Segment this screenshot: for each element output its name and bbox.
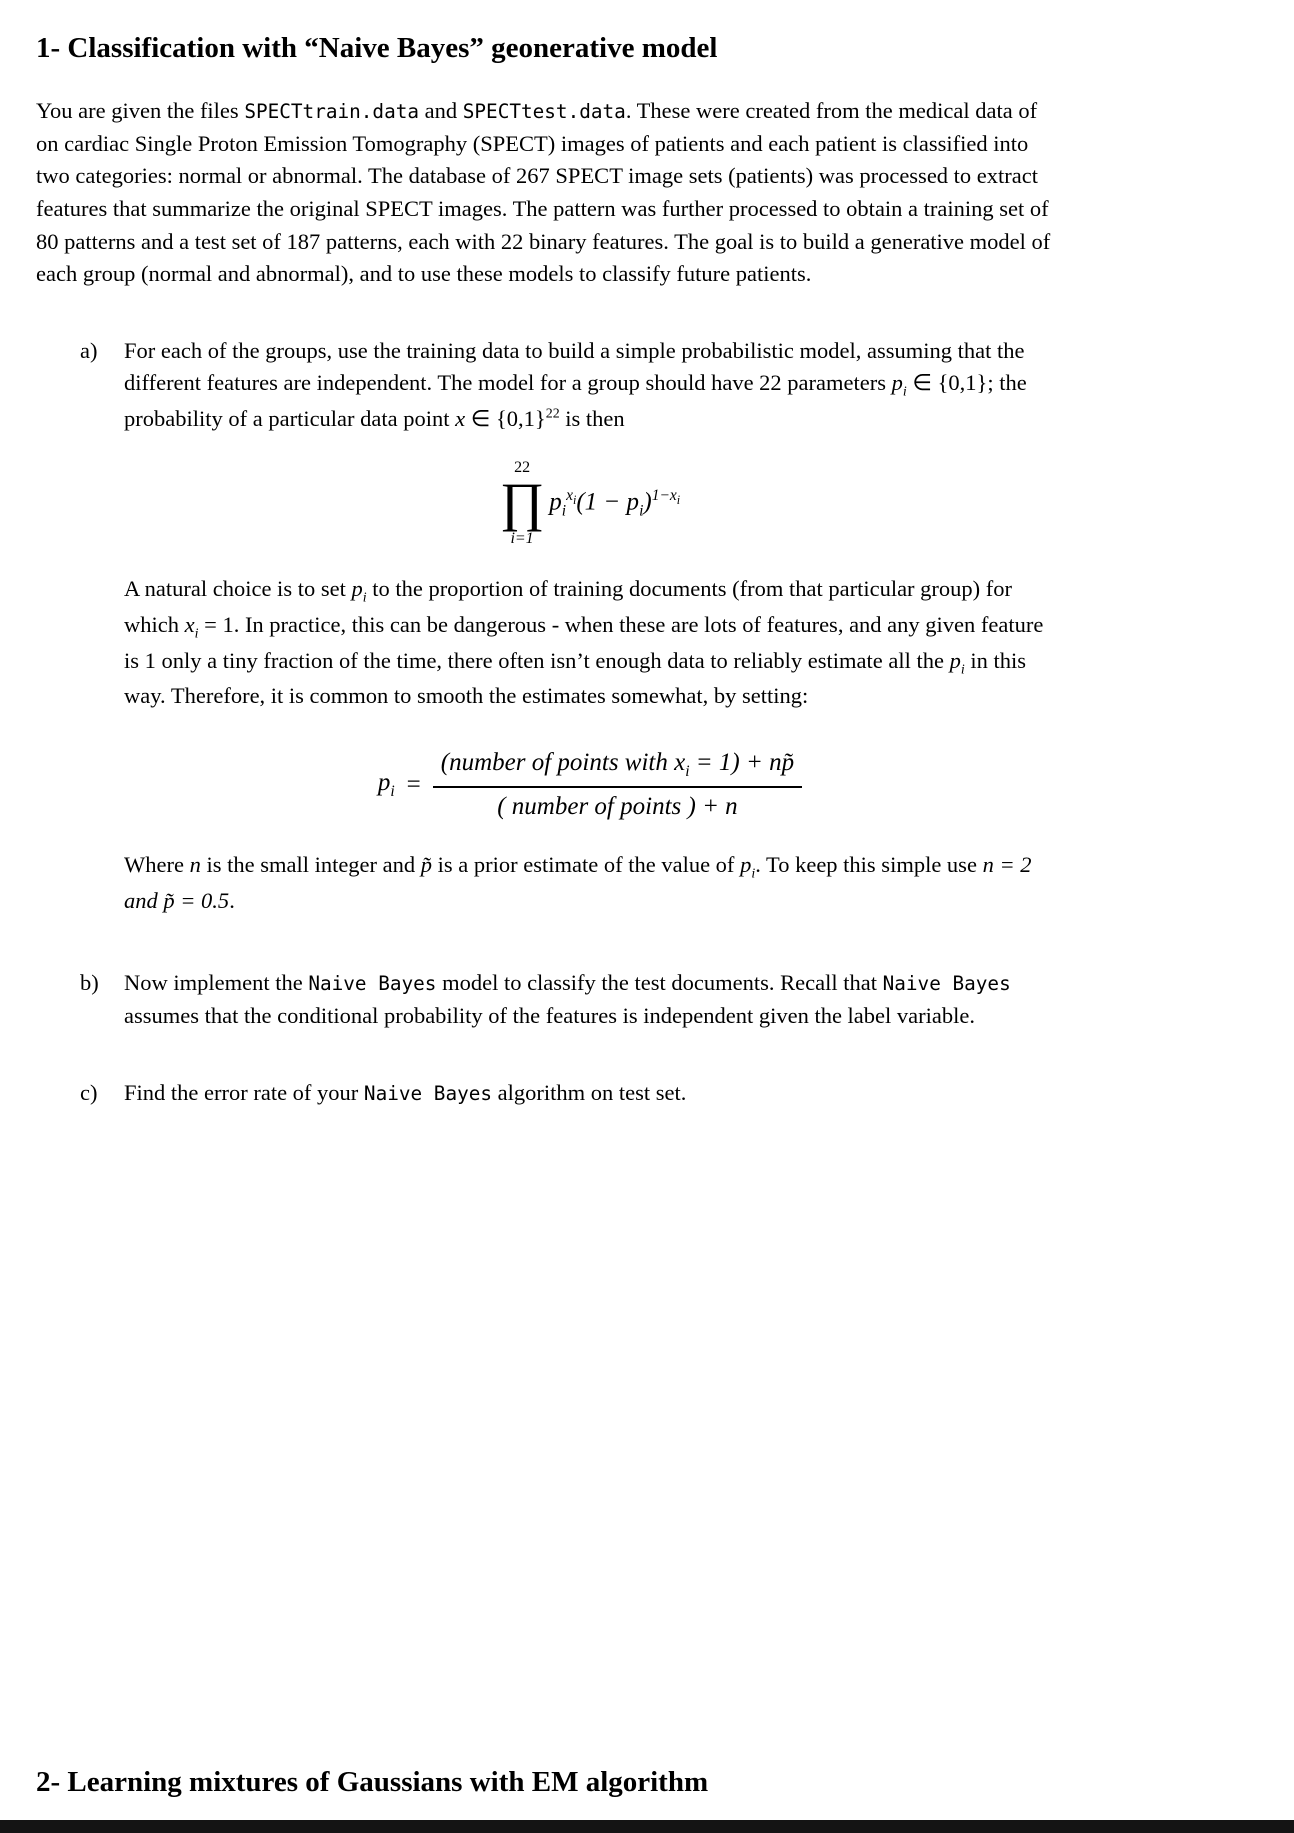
text-run: Where [124, 852, 190, 878]
smoothing-lhs [378, 769, 395, 801]
item-a-body [124, 335, 1056, 918]
math-sub-i: i [676, 492, 681, 507]
math-sub-i: i [390, 783, 395, 801]
math-sub-i: i [685, 763, 690, 781]
math-run: n = 2 and p̃ = 0.5 [124, 852, 1032, 913]
text-run: ∈ {0,1}; the probability of a particular data point [124, 370, 1027, 432]
math-var-p: p [949, 647, 961, 673]
math-var-p: p [351, 576, 363, 602]
fraction-numerator [433, 749, 802, 788]
smoothing-expression [378, 749, 802, 821]
text-run: is a prior estimate of the value of [432, 852, 741, 878]
naive-bayes-term: Naive Bayes [363, 1081, 493, 1105]
item-b-body [124, 967, 1056, 1032]
product-expression [549, 487, 680, 520]
text-run: model to classify the test documents. Recall that [436, 970, 883, 996]
math-var-n: n [189, 852, 201, 878]
product-symbol: ∏ [499, 471, 545, 532]
math-var-x: x [566, 486, 573, 504]
intro-paragraph [36, 95, 1056, 291]
formula-product [124, 460, 1056, 548]
math-var-x: x [184, 612, 195, 638]
naive-bayes-term: Naive Bayes [308, 972, 437, 996]
text-run: = 1. In practice, this can be dangerous - when these are lots of features, and any given feature is 1 only a tiny fraction of the time, there often isn’t enough data to reliably estimate all the [124, 612, 1044, 673]
math-var-p: p [377, 769, 391, 797]
math-sub-i: i [902, 384, 907, 400]
fraction [433, 749, 802, 821]
product-upper-limit: 22 [514, 458, 531, 476]
text-run: is the small integer and [200, 852, 421, 878]
math-sub-i: i [561, 502, 567, 520]
text-run: algorithm on test set. [492, 1079, 687, 1105]
item-a-paragraph-2 [124, 573, 1056, 713]
text-run: is then [559, 406, 625, 432]
math-var-p-tilde: p̃ [420, 852, 433, 878]
text-run: For each of the groups, use the training data to build a simple probabilistic model, assuming that the different features are independent. The model for a group should have 22 parameters [124, 337, 1025, 396]
math-var-x: x [674, 749, 686, 777]
math-exponent [651, 486, 681, 507]
math-sub-i: i [573, 492, 577, 507]
text-run: and [419, 98, 463, 123]
item-c-body [124, 1077, 1056, 1110]
text-run: You are given the files [36, 98, 245, 123]
text-run: . These were created from the medical data of on cardiac Single Proton Emission Tomography (SPECT) images of patients and each patient is classified into two categories: normal or abnormal. The database of 267 SPECT image sets (patients) was processed to extract features that summarize the original SPECT images. The pattern was further processed to obtain a training set of 80 patterns and a test set of 187 patterns, each with 22 binary features. The goal is to build a generative model of each group (normal and abnormal), and to use these models to classify future patients. [36, 98, 1051, 287]
math-var-p-tilde: p̃ [781, 749, 795, 777]
text-run: . [229, 887, 235, 913]
product-lower-limit: i=1 [510, 530, 534, 548]
math-run: 1−x [651, 486, 677, 504]
math-sub-i: i [751, 866, 756, 882]
text-run: Now implement the [124, 970, 309, 996]
item-c-paragraph [124, 1077, 1056, 1110]
text-run: to the proportion of training documents (from that particular group) for which [124, 576, 1013, 638]
equals-sign: = [406, 771, 421, 799]
math-run: (1 − p [576, 488, 640, 516]
math-sub-i: i [960, 662, 965, 678]
math-exponent [566, 486, 577, 507]
filename-spect-train: SPECTtrain.data [244, 100, 420, 123]
math-run: (number of points with [440, 749, 675, 777]
math-sub-i: i [639, 502, 644, 520]
item-b-label: b) [80, 970, 99, 996]
math-var-p: p [549, 488, 562, 516]
item-c-label: c) [80, 1079, 98, 1105]
math-sup-22: 22 [545, 406, 560, 422]
item-a-paragraph [124, 335, 1056, 436]
math-run: ) [643, 488, 652, 516]
item-a-paragraph-3 [124, 849, 1056, 917]
text-run: A natural choice is to set [124, 576, 352, 602]
math-var-x: x [455, 406, 466, 432]
text-run: . To keep this simple use [755, 852, 983, 878]
math-var-p: p [891, 370, 903, 396]
item-b [80, 967, 1056, 1032]
text-run: ∈ {0,1} [465, 406, 546, 432]
text-run: in this way. Therefore, it is common to smooth the estimates somewhat, by setting: [124, 647, 1026, 709]
formula-smoothing [124, 749, 1056, 821]
naive-bayes-term: Naive Bayes [882, 972, 1011, 996]
fraction-denominator: ( number of points ) + n [497, 793, 738, 821]
page-bottom-edge [0, 1820, 1294, 1833]
filename-spect-test: SPECTtest.data [462, 100, 626, 123]
text-run: assumes that the conditional probability of the features is independent given the label variable. [124, 1003, 975, 1029]
product-operator [500, 460, 544, 548]
item-c [80, 1077, 1056, 1110]
item-b-paragraph [124, 967, 1056, 1032]
section1-title: 1- Classification with “Naive Bayes” geonerative model [36, 32, 718, 64]
math-run: = 1) + n [689, 749, 782, 777]
math-var-p: p [740, 852, 752, 878]
math-sub-i: i [362, 590, 367, 606]
math-sub-i: i [194, 626, 199, 642]
item-a [80, 335, 1056, 918]
item-a-label: a) [80, 337, 98, 363]
section2-title: 2- Learning mixtures of Gaussians with EM algorithm [36, 1766, 709, 1798]
text-run: Find the error rate of your [124, 1079, 364, 1105]
